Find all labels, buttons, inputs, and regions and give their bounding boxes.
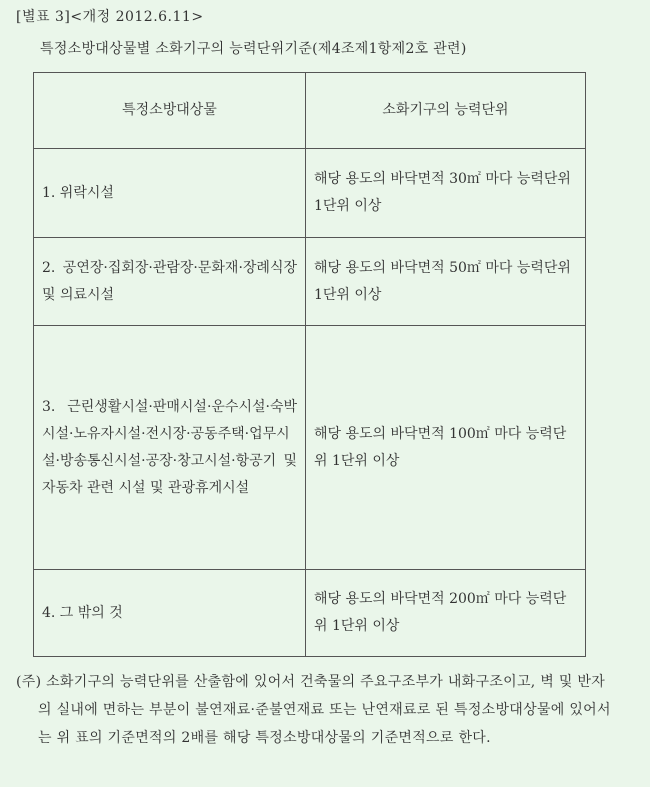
unit-cell: 해당 용도의 바닥면적 50㎡ 마다 능력단위 1단위 이상 xyxy=(306,238,586,326)
capacity-table xyxy=(33,72,586,657)
table-row xyxy=(34,149,586,238)
footnote-text: (주) 소화기구의 능력단위를 산출함에 있어서 건축물의 주요구조부가 내화구조이고, 벽 및 반자의 실내에 면하는 부분이 불연재료·준불연재료 또는 난연재료로 된 특정소방대상물에 있어서는 위 표의 기준면적의 2배를 해당 특정소방대상물의 기준면적으로 한다. xyxy=(16,674,611,746)
column-header-unit: 소화기구의 능력단위 xyxy=(306,73,586,149)
unit-cell: 해당 용도의 바닥면적 200㎡ 마다 능력단위 1단위 이상 xyxy=(306,570,586,657)
table-row xyxy=(34,570,586,657)
object-cell: 1. 위락시설 xyxy=(34,149,306,238)
object-cell: 3. 근린생활시설·판매시설·운수시설·숙박시설·노유자시설·전시장·공동주택·업무시설·방송통신시설·공장·창고시설·항공기 및 자동차 관련 시설 및 관광휴게시설 xyxy=(34,326,306,570)
object-cell: 4. 그 밖의 것 xyxy=(34,570,306,657)
unit-cell: 해당 용도의 바닥면적 30㎡ 마다 능력단위 1단위 이상 xyxy=(306,149,586,238)
unit-cell: 해당 용도의 바닥면적 100㎡ 마다 능력단위 1단위 이상 xyxy=(306,326,586,570)
column-header-object: 특정소방대상물 xyxy=(34,73,306,149)
appendix-label: [별표 3] xyxy=(16,9,71,25)
table-header-row xyxy=(34,73,586,149)
table-row xyxy=(34,326,586,570)
footnote xyxy=(16,668,616,752)
page-title: 특정소방대상물별 소화기구의 능력단위기준(제4조제1항제2호 관련) xyxy=(40,41,467,57)
revision-note: <개정 2012.6.11> xyxy=(70,9,204,25)
table-row xyxy=(34,238,586,326)
document-header xyxy=(16,6,204,26)
object-cell: 2. 공연장·집회장·관람장·문화재·장례식장 및 의료시설 xyxy=(34,238,306,326)
